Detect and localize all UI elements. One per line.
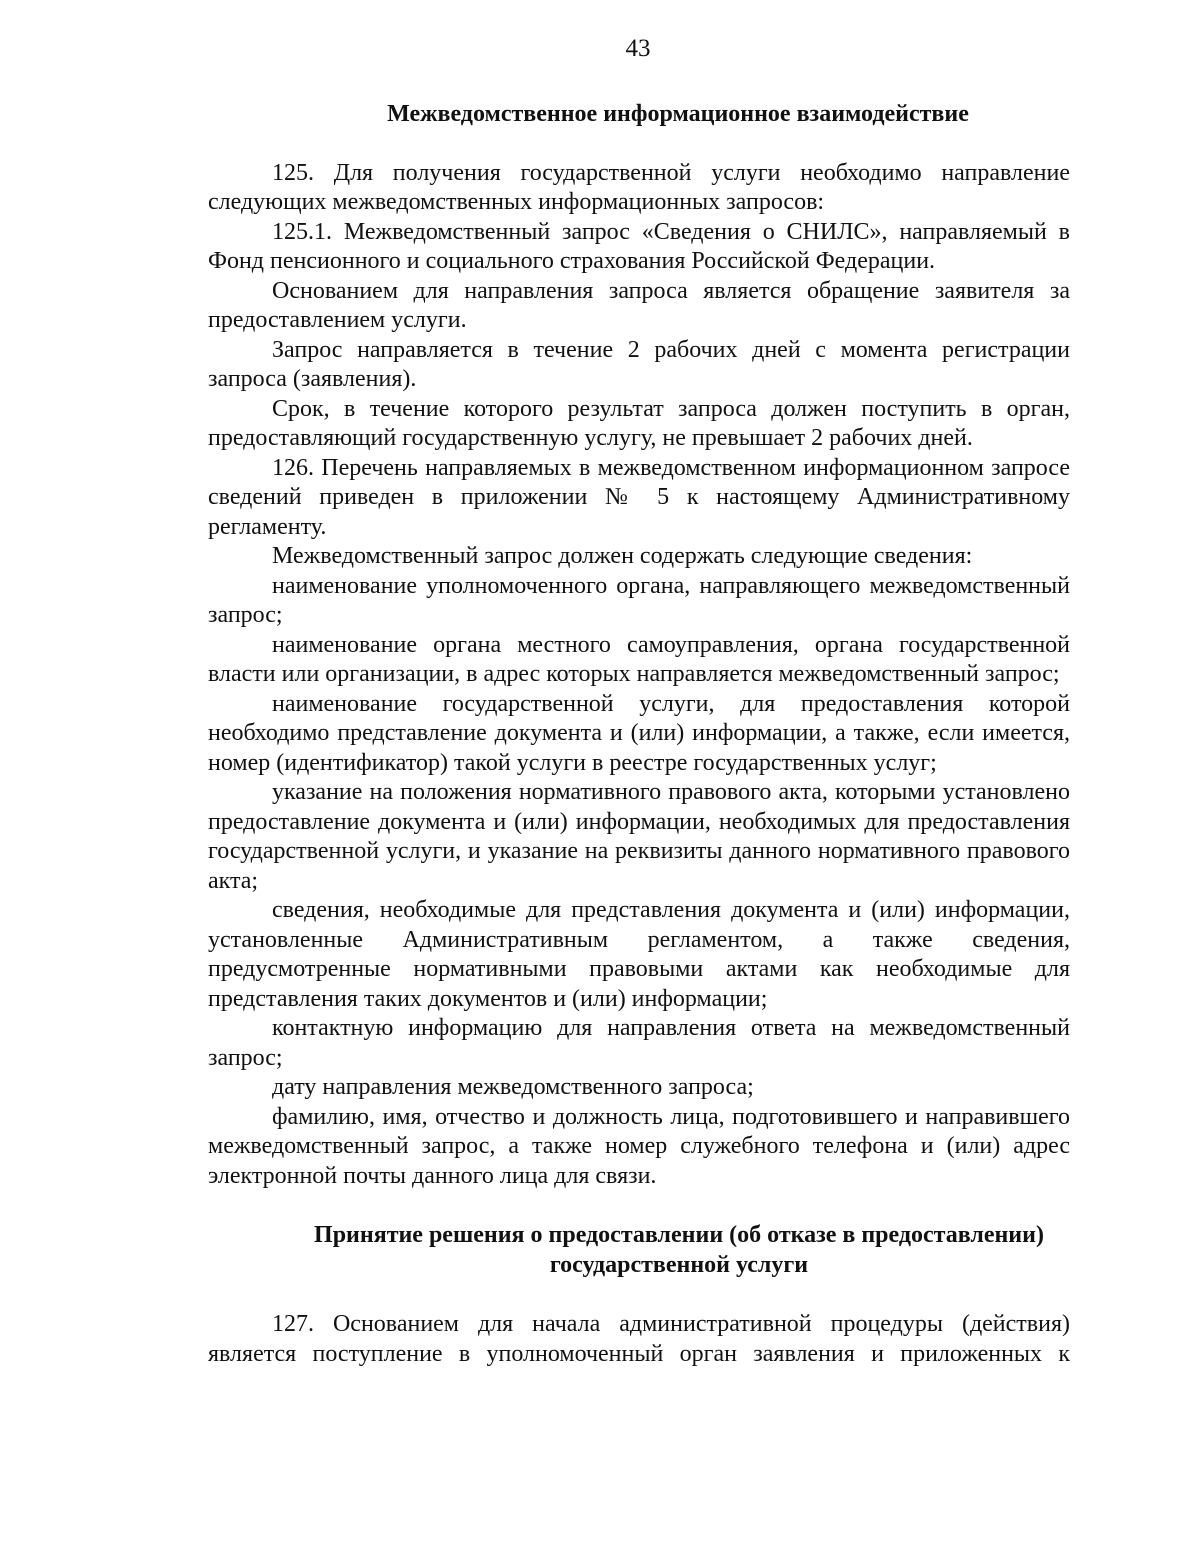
paragraph-request-basis: Основанием для направления запроса является обращение заявителя за предоставлением услуги. — [208, 277, 1070, 333]
paragraph-result-deadline: Срок, в течение которого результат запроса должен поступить в орган, предоставляющий государственную услугу, не превышает 2 рабочих дней. — [208, 395, 1070, 451]
list-item-contact-info: контактную информацию для направления ответа на межведомственный запрос; — [208, 1015, 1070, 1071]
paragraph-126: 126. Перечень направляемых в межведомственном информационном запросе сведений приведен в приложении № 5 к настоящему Административному регламенту. — [208, 454, 1070, 540]
paragraph-125-1: 125.1. Межведомственный запрос «Сведения о СНИЛС», направляемый в Фонд пенсионного и социального страхования Российской Федерации. — [208, 218, 1070, 274]
list-item-recipient-name: наименование органа местного самоуправления, органа государственной власти или организации, в адрес которых направляется межведомственный запрос; — [208, 631, 1070, 687]
paragraph-request-timing: Запрос направляется в течение 2 рабочих дней с момента регистрации запроса (заявления). — [208, 336, 1070, 392]
section-heading-decision-line2: государственной услуги — [549, 1251, 809, 1278]
list-item-service-name: наименование государственной услуги, для предоставления которой необходимо представление документа и (или) информации, а также, если имеется, номер (идентификатор) такой услуги в реестре государственных услуг; — [208, 690, 1070, 776]
list-item-responsible-person: фамилию, имя, отчество и должность лица, подготовившего и направившего межведомственный запрос, а также номер служебного телефона и (или) адрес электронной почты данного лица для связи. — [208, 1103, 1070, 1189]
document-body — [208, 100, 1070, 1369]
list-item-legal-act: указание на положения нормативного правового акта, которыми установлено предоставление документа и (или) информации, необходимых для предоставления государственной услуги, и указание на реквизиты данного нормативного правового акта; — [208, 779, 1070, 894]
list-item-required-info: сведения, необходимые для представления документа и (или) информации, установленные Административным регламентом, а также сведения, предусмотренные нормативными правовыми актами как необходимые для представления таких документов и (или) информации; — [208, 897, 1070, 1012]
list-item-request-date: дату направления межведомственного запроса; — [272, 1074, 754, 1100]
section-heading-interagency: Межведомственное информационное взаимодействие — [387, 101, 969, 127]
paragraph-request-contents: Межведомственный запрос должен содержать следующие сведения: — [272, 543, 973, 569]
paragraph-127: 127. Основанием для начала административной процедуры (действия) является поступление в уполномоченный орган заявления и приложенных к — [208, 1311, 1070, 1367]
section-heading-decision — [208, 1221, 1070, 1280]
paragraph-125: 125. Для получения государственной услуги необходимо направление следующих межведомственных информационных запросов: — [208, 159, 1070, 215]
page-number: 43 — [625, 35, 651, 62]
section-heading-decision-line1: Принятие решения о предоставлении (об отказе в предоставлении) — [314, 1222, 1044, 1248]
list-item-authority-name: наименование уполномоченного органа, направляющего межведомственный запрос; — [208, 572, 1070, 628]
